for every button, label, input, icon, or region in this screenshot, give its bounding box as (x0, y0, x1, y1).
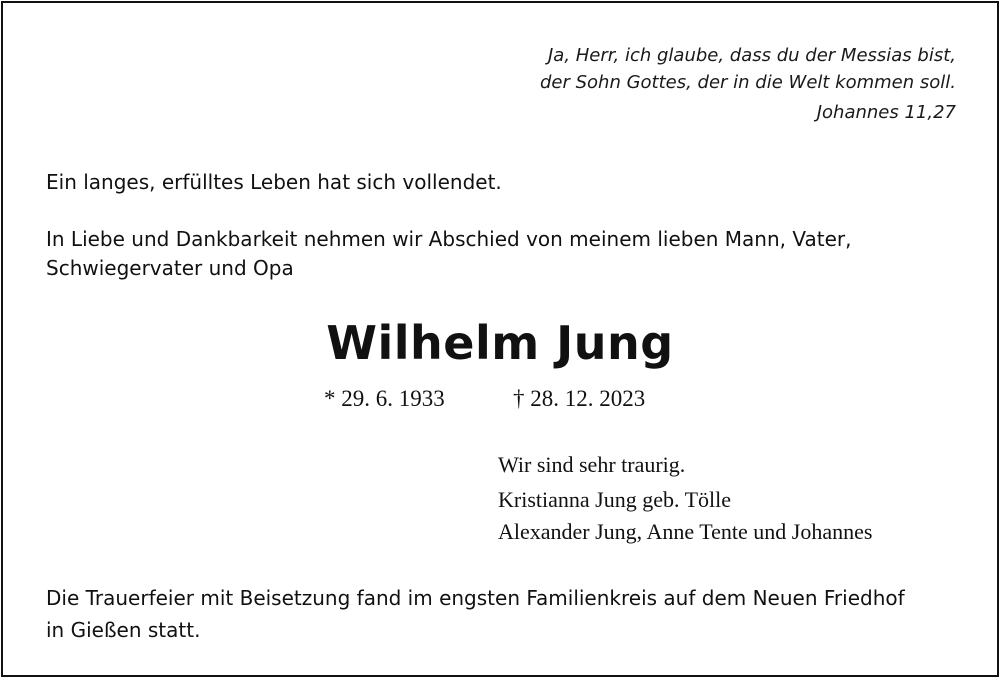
mourner-spouse: Kristianna Jung geb. Tölle (498, 487, 731, 512)
deceased-name: Wilhelm Jung (326, 316, 674, 370)
intro-sentence: Ein langes, erfülltes Leben hat sich vollendet. (46, 170, 502, 194)
bible-verse-line-2: der Sohn Gottes, der in die Welt kommen soll. (539, 72, 956, 93)
death-date: † 28. 12. 2023 (513, 386, 646, 411)
bible-verse-line-1: Ja, Herr, ich glaube, dass du der Messias bist, (547, 45, 956, 66)
birth-date: * 29. 6. 1933 (324, 386, 445, 411)
farewell-line-1: In Liebe und Dankbarkeit nehmen wir Abschied von meinem lieben Mann, Vater, (46, 227, 852, 251)
mourner-family: Alexander Jung, Anne Tente und Johannes (498, 519, 873, 544)
bible-verse-reference: Johannes 11,27 (816, 102, 956, 123)
farewell-line-2: Schwiegervater und Opa (46, 256, 294, 280)
mourners-statement: Wir sind sehr traurig. (498, 452, 686, 477)
funeral-info-line-2: in Gießen statt. (46, 618, 201, 642)
funeral-info-line-1: Die Trauerfeier mit Beisetzung fand im engsten Familienkreis auf dem Neuen Friedhof (46, 586, 905, 610)
